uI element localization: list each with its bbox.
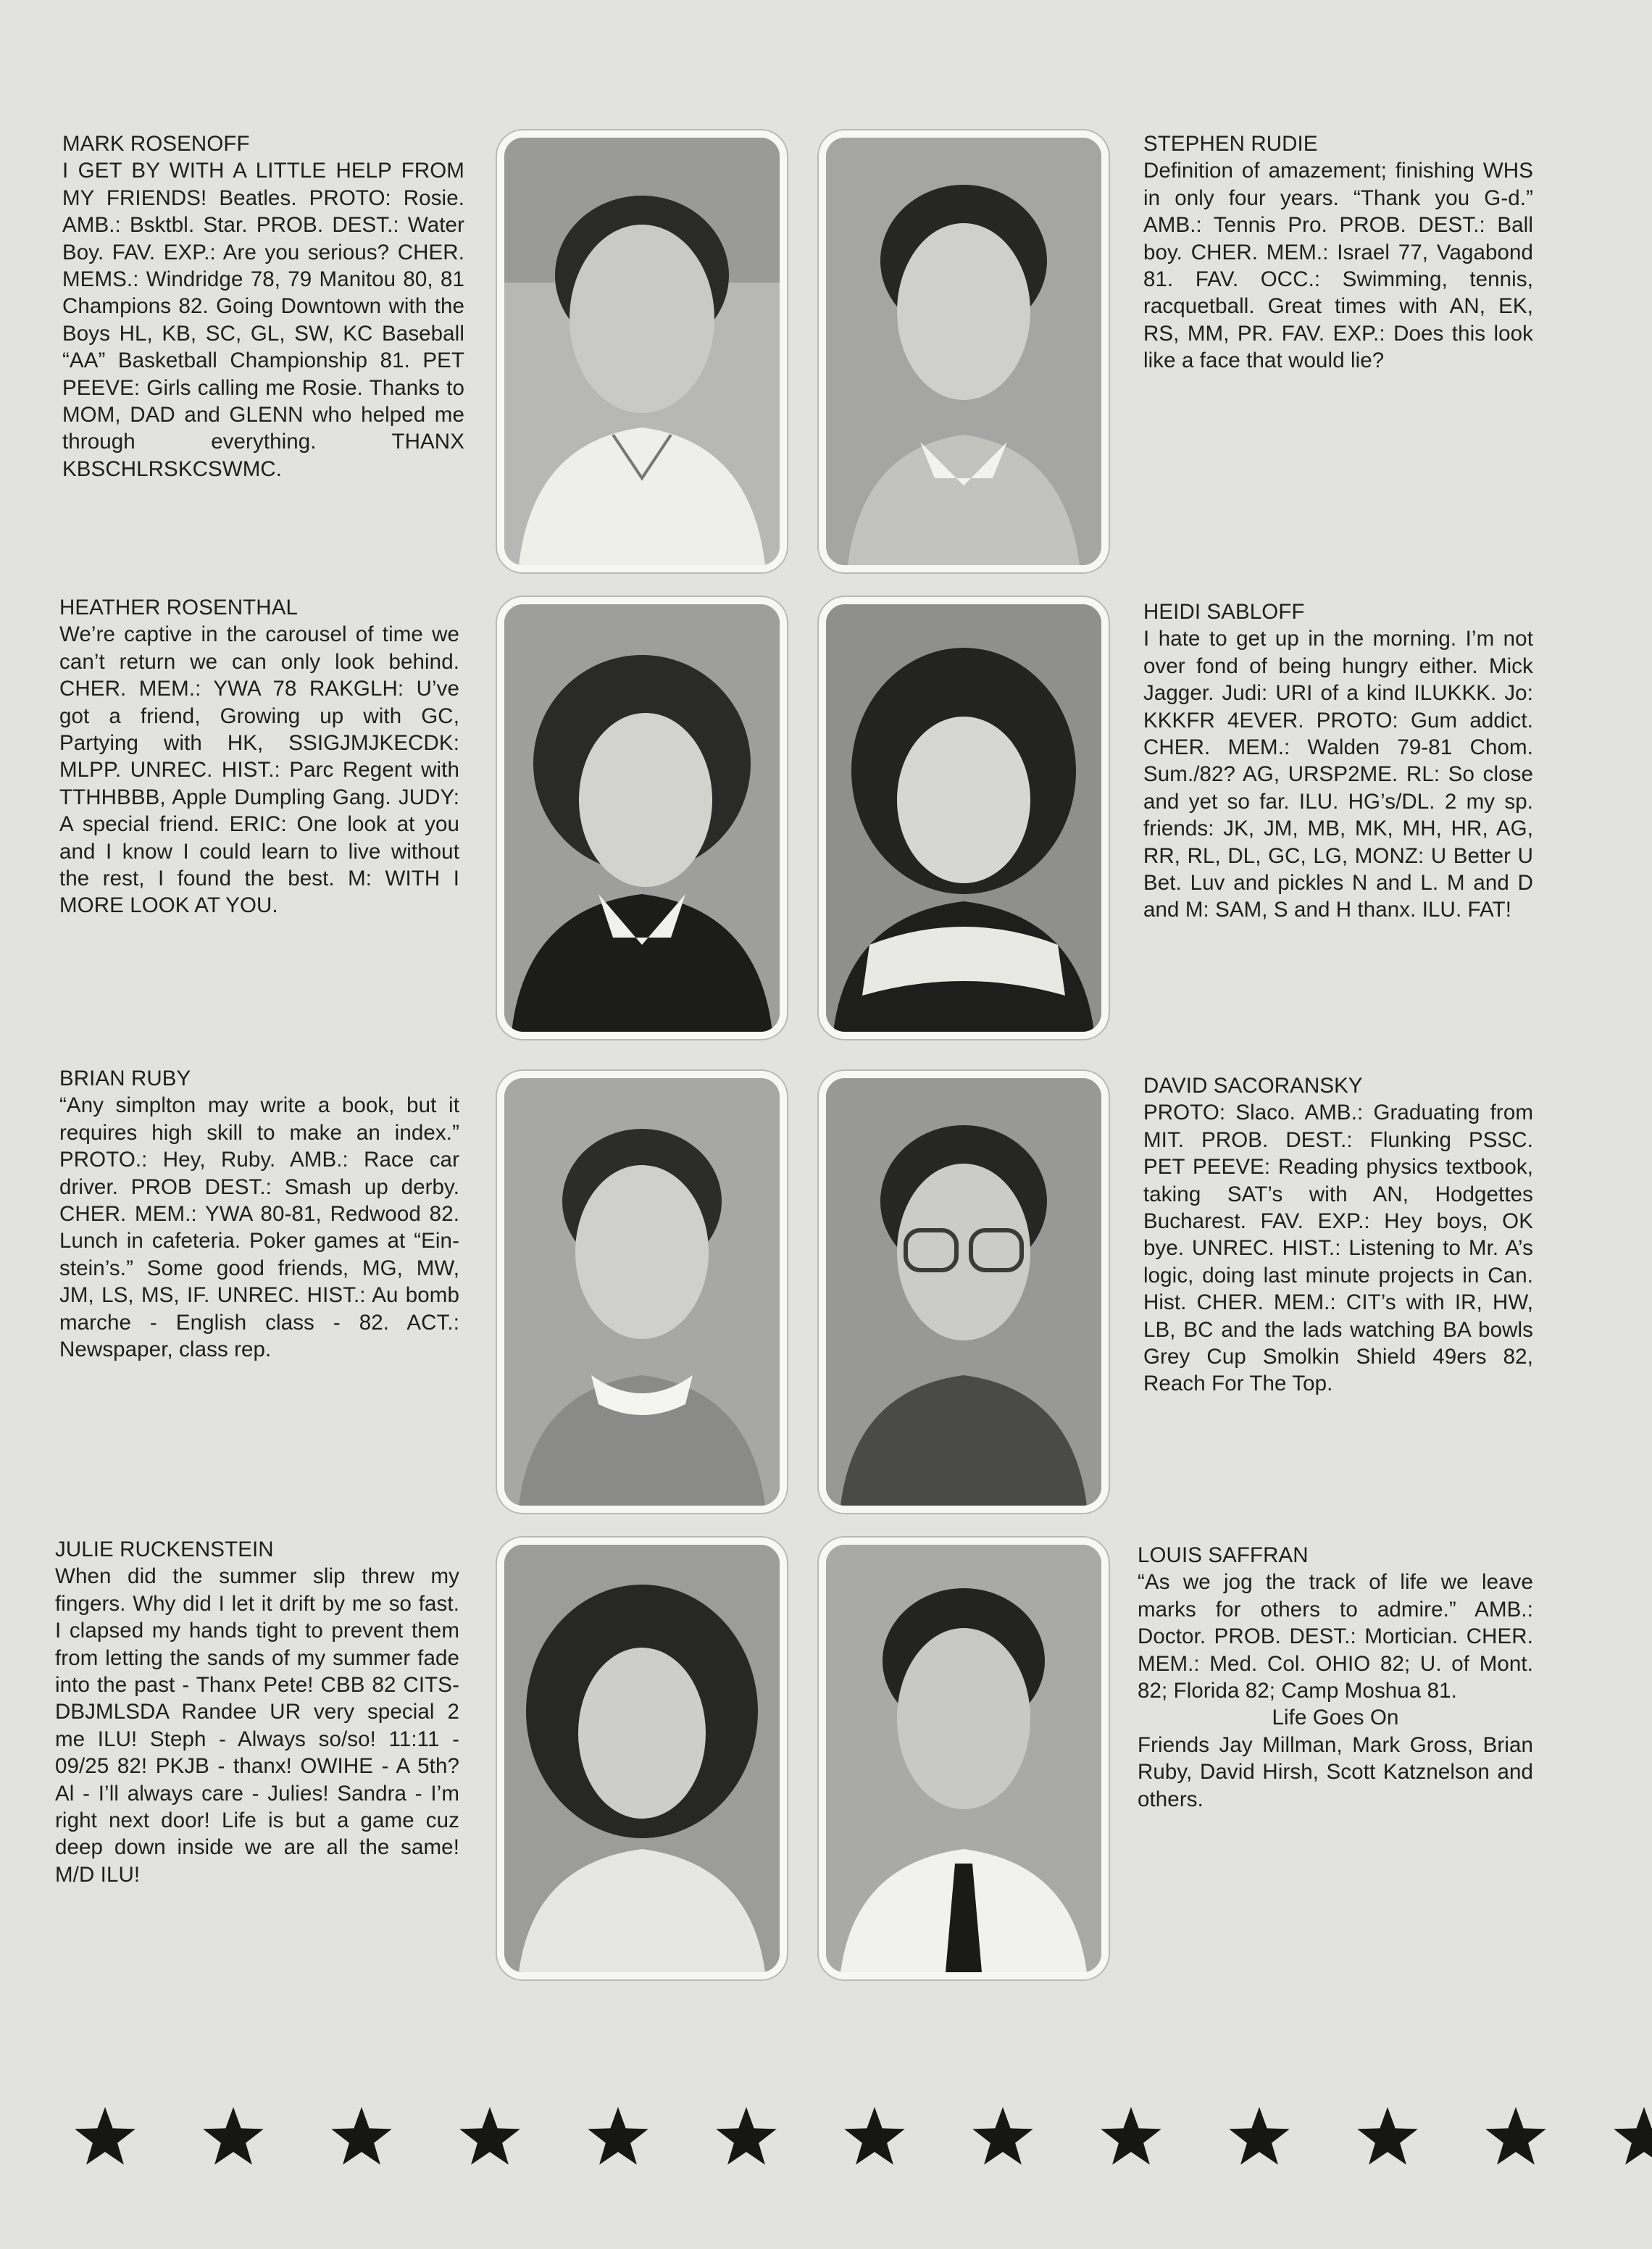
student-name: LOUIS SAFFRAN bbox=[1138, 1543, 1309, 1567]
bio-heidi-sabloff bbox=[1143, 598, 1533, 924]
student-bio: “Any simplton may write a book, but it requires high skill to make an index.” PROTO.: Hey, Ruby. AMB.: Race car driver. PROB DEST.: Smash up derby. CHER. MEM.: YWA 80-81, Redwood 82. Lunch in cafeteria. Poker games at “Ein-stein’s.” Some good friends, MG, MW, JM, LS, MS, IF. UNREC. HIST.: Au bomb marche - English class - 82. ACT.: Newspaper, class rep. bbox=[59, 1093, 459, 1362]
bio-louis-saffran bbox=[1138, 1542, 1533, 1813]
bio-heather-rosenthal bbox=[59, 594, 459, 919]
portrait-photo bbox=[497, 130, 787, 572]
portrait-image bbox=[504, 1545, 780, 1972]
portrait-image bbox=[504, 138, 780, 565]
student-bio: We’re captive in the carousel of time we can’t return we can only look behind. CHER. MEM.: YWA 78 RAKGLH: U’ve got a friend, Growing up with GC, Partying with HK, SSIGJMJKECDK: MLPP. UNREC. HIST.: Parc Regent with TTHHBBB, Apple Dumpling Gang. JUDY: A special friend. ERIC: One look at you and I know I could learn to live without the rest, I found the best. M: WITH I MORE LOOK AT YOU. bbox=[59, 622, 459, 918]
star-icon bbox=[1101, 2107, 1161, 2165]
student-bio: Definition of amazement; finishing WHS in only four years. “Thank you G-d.” AMB.: Tennis Pro. PROB. DEST.: Ball boy. CHER. MEM.: Israel 77, Vagabond 81. FAV. OCC.: Swimming, tennis, racquetball. Great times with AN, EK, RS, MM, PR. FAV. EXP.: Does this look like a face that would lie? bbox=[1143, 159, 1533, 373]
star-icon bbox=[75, 2107, 135, 2165]
star-icon bbox=[972, 2107, 1033, 2165]
portrait-photo bbox=[497, 597, 787, 1039]
star-icon bbox=[844, 2107, 905, 2165]
star-border bbox=[0, 2094, 1652, 2181]
star-icon bbox=[203, 2107, 264, 2165]
student-name: HEIDI SABLOFF bbox=[1143, 600, 1305, 624]
portrait-image bbox=[826, 604, 1101, 1032]
bio-mark-rosenoff bbox=[62, 130, 464, 483]
portrait-photo bbox=[819, 130, 1109, 572]
bio-julie-ruckenstein bbox=[55, 1536, 459, 1888]
portrait-image bbox=[504, 1078, 780, 1506]
student-name: STEPHEN RUDIE bbox=[1143, 132, 1318, 156]
student-bio: When did the summer slip threw my fingers. Why did I let it drift by me so fast. I clapsed my hands tight to prevent them from letting the sands of my summer fade into the past - Thanx Pete! CBB 82 CITS-DBJMLSDA Randee UR very special 2 me ILU! Steph - Always so/so! 11:11 - 09/25 82! PKJB - thanx! OWIHE - A 5th? Al - I’ll always care - Julies! Sandra - I’m right next door! Life is but a game cuz deep down inside we are all the same! M/D ILU! bbox=[55, 1564, 459, 1887]
portrait-photo bbox=[497, 1071, 787, 1513]
student-name: MARK ROSENOFF bbox=[62, 132, 250, 156]
student-bio: I hate to get up in the morning. I’m not over fond of being hungry either. Mick Jagger. Judi: URI of a kind ILUKKK. Jo: KKKFR 4EVER. PROTO: Gum addict. CHER. MEM.: Walden 79-81 Chom. Sum./82? AG, URSP2ME. RL: So close and yet so far. ILU. HG’s/DL. 2 my sp. friends: JK, JM, MB, MK, MH, HR, AG, RR, RL, DL, GC, LG, MONZ: U Better U Bet. Luv and pickles N and L. M and D and M: SAM, S and H thanx. ILU. FAT! bbox=[1143, 627, 1533, 922]
student-bio-continued: Friends Jay Millman, Mark Gross, Brian Ruby, David Hirsh, Scott Katznelson and others. bbox=[1138, 1732, 1533, 1811]
star-icon bbox=[1229, 2107, 1290, 2165]
star-icon bbox=[1614, 2107, 1652, 2165]
portrait-image bbox=[504, 604, 780, 1032]
star-icon bbox=[1357, 2107, 1418, 2165]
portrait-photo bbox=[819, 1537, 1109, 1979]
student-bio: PROTO: Slaco. AMB.: Graduating from MIT. PROB. DEST.: Flunking PSSC. PET PEEVE: Reading physics textbook, taking SAT’s with AN, Hodgettes Bucharest. FAV. EXP.: Hey boys, OK bye. UNREC. HIST.: Listening to Mr. A’s logic, doing last minute projects in Can. Hist. CHER. MEM.: CIT’s with IR, HW, LB, BC and the lads watching BA bowls Grey Cup Smolkin Shield 49ers 82, Reach For The Top. bbox=[1143, 1101, 1533, 1396]
star-icon bbox=[588, 2107, 648, 2165]
portrait-photo bbox=[497, 1537, 787, 1979]
motto: Life Goes On bbox=[1272, 1706, 1399, 1730]
portrait-photo bbox=[819, 597, 1109, 1039]
bio-david-sacoransky bbox=[1143, 1072, 1533, 1398]
portrait-image bbox=[826, 138, 1101, 565]
star-icon bbox=[716, 2107, 777, 2165]
portrait-image bbox=[826, 1078, 1101, 1506]
star-icon bbox=[1485, 2107, 1546, 2165]
student-bio: “As we jog the track of life we leave marks for others to admire.” AMB.: Doctor. PROB. DEST.: Mortician. CHER. MEM.: Med. Col. OHIO 82; U. of Mont. 82; Florida 82; Camp Moshua 81. bbox=[1138, 1570, 1533, 1703]
star-icon bbox=[459, 2107, 520, 2165]
student-name: HEATHER ROSENTHAL bbox=[59, 596, 298, 619]
portrait-image bbox=[826, 1545, 1101, 1972]
student-bio: I GET BY WITH A LITTLE HELP FROM MY FRIENDS! Beatles. PROTO: Rosie. AMB.: Bsktbl. Star. PROB. DEST.: Water Boy. FAV. EXP.: Are you serious? CHER. MEMS.: Windridge 78, 79 Manitou 80, 81 Champions 82. Going Downtown with the Boys HL, KB, SC, GL, SW, KC Baseball “AA” Basketball Championship 81. PET PEEVE: Girls calling me Rosie. Thanks to MOM, DAD and GLENN who helped me through everything. THANX KBSCHLRSKCSWMC. bbox=[62, 159, 464, 481]
student-name: DAVID SACORANSKY bbox=[1143, 1074, 1363, 1098]
bio-brian-ruby bbox=[59, 1065, 459, 1363]
bio-stephen-rudie bbox=[1143, 130, 1533, 375]
student-name: JULIE RUCKENSTEIN bbox=[55, 1537, 274, 1561]
student-name: BRIAN RUBY bbox=[59, 1067, 191, 1090]
star-icon bbox=[331, 2107, 392, 2165]
portrait-photo bbox=[819, 1071, 1109, 1513]
